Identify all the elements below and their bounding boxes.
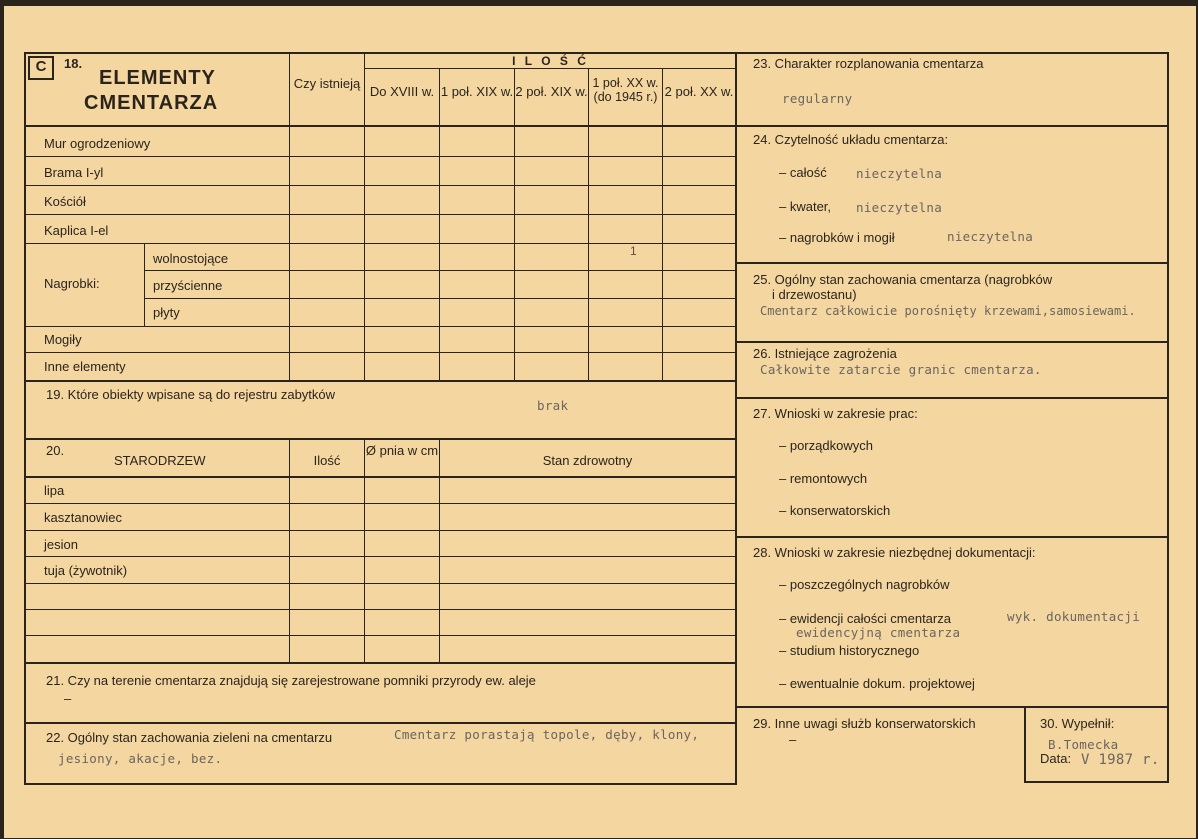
s20-row-line xyxy=(24,556,737,557)
frame-bottom-left xyxy=(24,783,737,785)
s25-bottom xyxy=(735,341,1169,343)
nagrobki-label: Nagrobki: xyxy=(44,276,100,291)
s20-header-bottom xyxy=(24,476,737,478)
section22-label: 22. Ogólny stan zachowania zieleni na cmentarzu xyxy=(46,730,333,745)
s18-row-line xyxy=(144,270,737,271)
s20-row-line xyxy=(24,583,737,584)
section29-label: 29. Inne uwagi służb konserwatorskich xyxy=(753,716,976,731)
s27-item: – remontowych xyxy=(779,471,868,486)
col-ilosc: Ilość xyxy=(313,453,341,468)
s20-bottom xyxy=(24,662,737,664)
section25-label-1: 25. Ogólny stan zachowania cmentarza (nagrobków xyxy=(753,272,1053,287)
section26-value: Całkowite zatarcie granic cmentarza. xyxy=(760,362,1042,377)
s23-bottom xyxy=(735,125,1169,127)
section30-date-label: Data: xyxy=(1040,751,1072,766)
s20-col-line xyxy=(289,440,290,664)
section28-label: 28. Wnioski w zakresie niezbędnej dokumentacji: xyxy=(753,545,1036,560)
s28-item: – studium historycznego xyxy=(779,643,920,658)
s27-item: – porządkowych xyxy=(779,438,873,453)
s18-col-line xyxy=(662,68,663,382)
s18-col-line xyxy=(364,52,365,382)
s18-row-line xyxy=(24,156,737,157)
s18-col-line xyxy=(289,52,290,382)
s20-row-line xyxy=(24,609,737,610)
s26-bottom xyxy=(735,397,1169,399)
frame-left xyxy=(24,52,26,785)
section25-value: Cmentarz całkowicie porośnięty krzewami,samosiewami. xyxy=(760,304,1136,318)
section19-value: brak xyxy=(537,398,569,413)
s24-item-value: nieczytelna xyxy=(947,229,1034,244)
section27-label: 27. Wnioski w zakresie prac: xyxy=(753,406,918,421)
s20-col-line xyxy=(364,440,365,664)
card-letter-box: C xyxy=(28,56,54,80)
s18-row-line xyxy=(24,185,737,186)
nagrobki-sub: przyścienne xyxy=(153,278,223,293)
row-label: Brama I-yl xyxy=(44,165,104,180)
col-period: 1 poł. XX w. (do 1945 r.) xyxy=(592,76,659,104)
s18-row-line xyxy=(24,326,737,327)
s18-col-line xyxy=(588,68,589,382)
s24-item-label: – nagrobków i mogił xyxy=(779,230,895,245)
section30-name: B.Tomecka xyxy=(1048,737,1119,752)
tree-row: jesion xyxy=(44,537,78,552)
nagrobki-sub: płyty xyxy=(153,305,180,320)
s24-bottom xyxy=(735,262,1169,264)
ilosc-header: I L O Ś Ć xyxy=(512,54,589,68)
s20-row-line xyxy=(24,503,737,504)
s18-row-line xyxy=(24,352,737,353)
section22-value-1: Cmentarz porastają topole, dęby, klony, xyxy=(394,727,700,742)
s28-value-1: wyk. dokumentacji xyxy=(1007,609,1141,624)
tree-row: tuja (żywotnik) xyxy=(44,563,128,578)
s28-item: – poszczególnych nagrobków xyxy=(779,577,950,592)
section23-label: 23. Charakter rozplanowania cmentarza xyxy=(753,56,984,71)
s29-s30-divider xyxy=(1024,706,1026,783)
s28-item: – ewidencji całości cmentarza xyxy=(779,611,951,626)
s27-bottom xyxy=(735,536,1169,538)
s18-col-line xyxy=(439,68,440,382)
row-label: Mogiły xyxy=(44,332,82,347)
s30-bottom xyxy=(1024,781,1169,783)
col-czy-istnieja: Czy istnieją xyxy=(293,76,361,91)
section25-label-2: i drzewostanu) xyxy=(772,287,857,302)
nagrobki-sub: wolnostojące xyxy=(153,251,229,266)
s18-row-line xyxy=(24,214,737,215)
inventory-card xyxy=(4,6,1196,838)
tree-row: lipa xyxy=(44,483,65,498)
col-period: Do XVIII w. xyxy=(369,84,435,99)
s21-bottom xyxy=(24,722,737,724)
row-label: Kaplica I-el xyxy=(44,223,109,238)
section18-number: 18. xyxy=(64,56,83,71)
s24-item-value: nieczytelna xyxy=(856,166,943,181)
col-period: 2 poł. XX w. xyxy=(664,84,734,99)
col-pnia: Ø pnia w cm xyxy=(365,443,439,458)
s18-bottom xyxy=(24,380,737,382)
section26-label: 26. Istniejące zagrożenia xyxy=(753,346,897,361)
s20-col-line xyxy=(439,440,440,664)
section23-value: regularny xyxy=(782,91,853,106)
col-stan: Stan zdrowotny xyxy=(542,453,633,468)
section19-label: 19. Które obiekty wpisane są do rejestru zabytków xyxy=(46,387,336,402)
nagrobki-split xyxy=(144,243,145,326)
s20-row-line xyxy=(24,635,737,636)
section29-value: – xyxy=(789,732,797,747)
s20-row-line xyxy=(24,530,737,531)
col-period: 2 poł. XIX w. xyxy=(515,84,588,99)
s18-col-line xyxy=(514,68,515,382)
frame-right xyxy=(1167,52,1169,783)
s19-bottom xyxy=(24,438,737,440)
s24-item-label: – kwater, xyxy=(779,199,832,214)
section18-title-1: ELEMENTY xyxy=(99,67,216,89)
section22-value-2: jesiony, akacje, bez. xyxy=(58,751,223,766)
section20-number: 20. xyxy=(46,443,65,458)
s24-item-value: nieczytelna xyxy=(856,200,943,215)
s28-value-2: ewidencyjną cmentarza xyxy=(796,625,961,640)
col-period: 1 poł. XIX w. xyxy=(440,84,514,99)
tree-row: kasztanowiec xyxy=(44,510,123,525)
section20-title: STARODRZEW xyxy=(114,453,206,468)
section21-label: 21. Czy na terenie cmentarza znajdują się zarejestrowane pomniki przyrody ew. aleje xyxy=(46,673,536,688)
section30-label: 30. Wypełnił: xyxy=(1040,716,1115,731)
row-label: Mur ogrodzeniowy xyxy=(44,136,151,151)
section18-title-2: CMENTARZA xyxy=(84,92,219,114)
row-label: Inne elementy xyxy=(44,359,126,374)
s24-item-label: – całość xyxy=(779,165,827,180)
section21-value: – xyxy=(64,691,72,706)
s27-item: – konserwatorskich xyxy=(779,503,891,518)
s18-row-line xyxy=(144,298,737,299)
frame-middle xyxy=(735,52,737,785)
section24-label: 24. Czytelność układu cmentarza: xyxy=(753,132,949,147)
row-label: Kościół xyxy=(44,194,86,209)
s28-bottom xyxy=(735,706,1169,708)
section30-date-value: V 1987 r. xyxy=(1081,752,1160,768)
pencil-mark: 1 xyxy=(630,244,637,258)
s28-item: – ewentualnie dokum. projektowej xyxy=(779,676,975,691)
s18-header-bottom xyxy=(24,125,737,127)
